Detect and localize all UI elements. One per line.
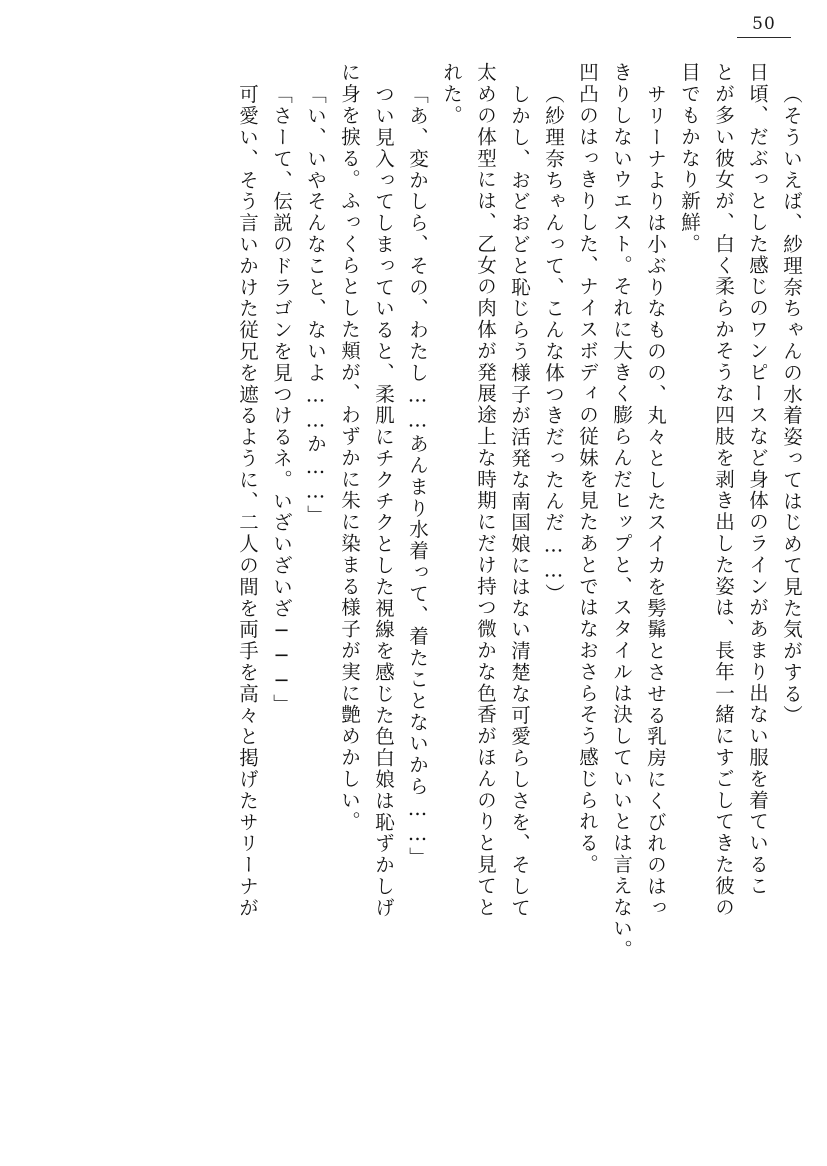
vertical-text-body (60, 62, 801, 1136)
text-column: 凹凸のはっきりした、ナイスボディの従妹を見たあとではなおさらそう感じられる。 (576, 62, 599, 876)
text-column: （そういえば、紗理奈ちゃんの水着姿ってはじめて見た気がする） (780, 84, 803, 726)
text-column: 「い、いやそんなこと、ないよ……か……」 (304, 84, 327, 526)
text-column: 目でもかなり新鮮。 (678, 62, 701, 255)
text-column: つい見入ってしまっていると、柔肌にチクチクとした視線を感じた色白娘は恥ずかしげ (372, 84, 395, 919)
text-column: きりしないウエスト。それに大きく膨らんだヒップと、スタイルは決していいとは言えない。 (610, 62, 633, 961)
text-column: に身を捩る。ふっくらとした頬が、わずかに朱に染まる様子が実に艶めかしい。 (338, 62, 361, 833)
page-number: 50 (737, 14, 791, 38)
text-column: （紗理奈ちゃんって、こんな体つきだったんだ……） (542, 84, 565, 605)
text-column: 「さーて、伝説のドラゴンを見つけるネ。いざいざいざ───」 (270, 84, 293, 716)
text-column: 「あ、変かしら、その、わたし……あんまり水着って、着たことないから……」 (406, 84, 429, 869)
text-column: サリーナよりは小ぶりなものの、丸々としたスイカを髣髴とさせる乳房にくびれのはっ (644, 84, 667, 919)
text-column: 太めの体型には、乙女の肉体が発展途上な時期にだけ持つ微かな色香がほんのりと見てと (474, 62, 497, 918)
text-column: れた。 (440, 62, 463, 127)
text-column: 可愛い、そう言いかけた従兄を遮るように、二人の間を両手を高々と掲げたサリーナが (236, 84, 259, 919)
text-column: とが多い彼女が、白く柔らかそうな四肢を剥き出した姿は、長年一緒にすごしてきた彼の (712, 62, 735, 918)
text-column: しかし、おどおどと恥じらう様子が活発な南国娘にはない清楚な可愛らしさを、そして (508, 84, 531, 919)
text-column: 日頃、だぶっとした感じのワンピースなど身体のラインがあまり出ない服を着ているこ (746, 62, 769, 897)
